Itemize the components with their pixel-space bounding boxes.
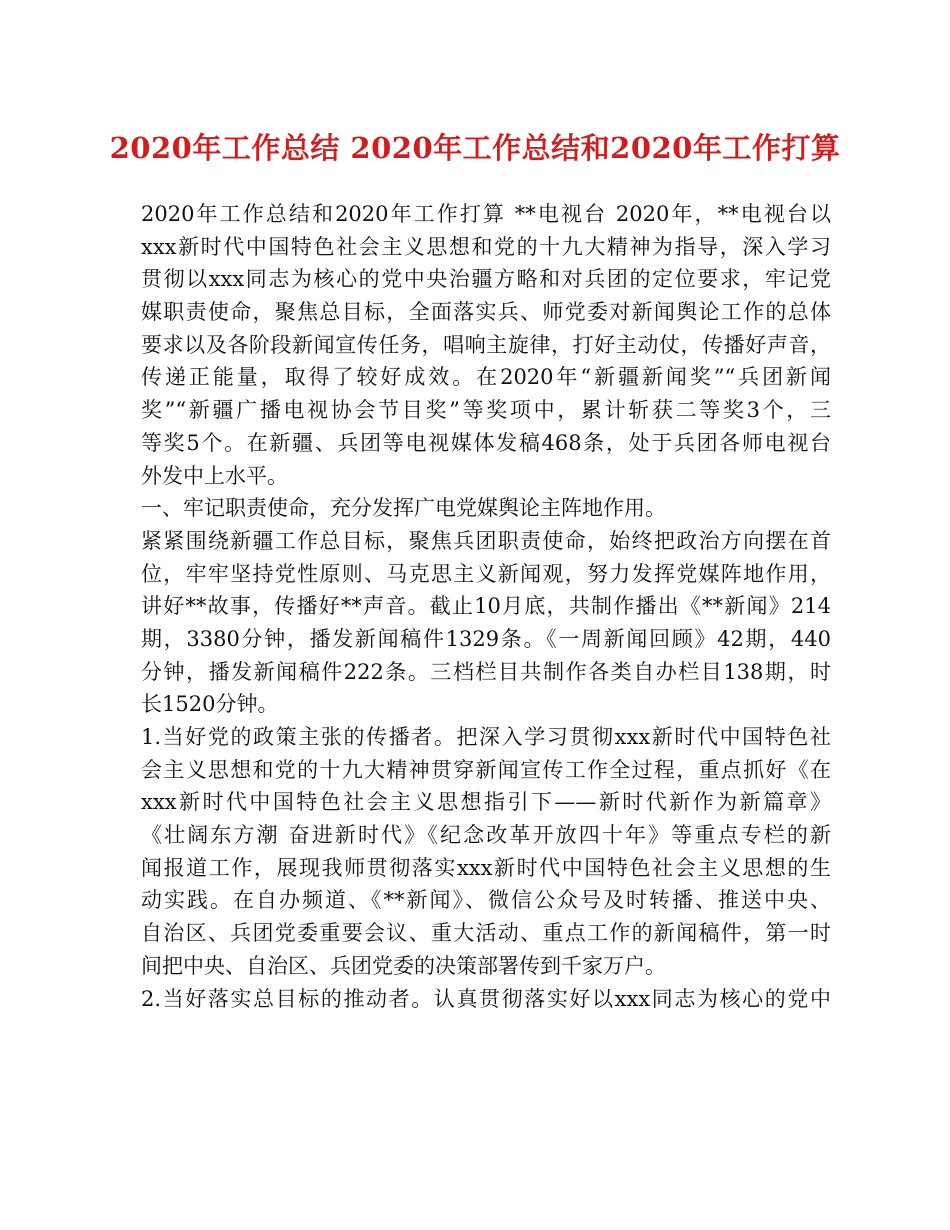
paragraph-line: 自治区、兵团党委重要会议、重大活动、重点工作的新闻稿件，第一时	[141, 921, 831, 946]
paragraph-line: 紧紧围绕新疆工作总目标，聚焦兵团职责使命，始终把政治方向摆在首	[141, 528, 831, 553]
paragraph-line: 1.当好党的政策主张的传播者。把深入学习贯彻xxx新时代中国特色社	[141, 725, 831, 749]
paragraph-line: xxx新时代中国特色社会主义思想指引下——新时代新作为新篇章》	[141, 790, 831, 815]
paragraph-line: 位，牢牢坚持党性原则、马克思主义新闻观，努力发挥党媒阵地作用，	[141, 561, 831, 586]
paragraph-line: 2.当好落实总目标的推动者。认真贯彻落实好以xxx同志为核心的党中	[141, 986, 831, 1011]
paragraph-line: 传递正能量，取得了较好成效。在2020年“新疆新闻奖”“兵团新闻	[141, 365, 831, 390]
document-title: 2020年工作总结 2020年工作总结和2020年工作打算	[109, 131, 841, 165]
paragraph-line: 分钟，播发新闻稿件222条。三档栏目共制作各类自办栏目138期，时	[141, 659, 831, 684]
paragraph-line: 《壮阔东方潮 奋进新时代》《纪念改革开放四十年》等重点专栏的新	[141, 823, 831, 848]
paragraph-line: 会主义思想和党的十九大精神贯穿新闻宣传工作全过程，重点抓好《在	[141, 757, 831, 782]
paragraph-line: 期，3380分钟，播发新闻稿件1329条。《一周新闻回顾》42期，440	[141, 626, 831, 651]
paragraph-line: 动实践。在自办频道、《**新闻》、微信公众号及时转播、推送中央、	[141, 888, 831, 913]
paragraph-line: 贯彻以xxx同志为核心的党中央治疆方略和对兵团的定位要求，牢记党	[141, 267, 831, 292]
paragraph-line: 长1520分钟。	[141, 692, 279, 717]
paragraph-line: 2020年工作总结和2020年工作打算 **电视台 2020年，**电视台以	[141, 202, 831, 226]
paragraph-line: 闻报道工作，展现我师贯彻落实xxx新时代中国特色社会主义思想的生	[141, 855, 831, 880]
paragraph-line: 间把中央、自治区、兵团党委的决策部署传到千家万户。	[141, 953, 666, 978]
document-body	[141, 198, 831, 1015]
paragraph-line: 等奖5个。在新疆、兵团等电视媒体发稿468条，处于兵团各师电视台	[141, 430, 831, 455]
paragraph-line: 讲好**故事，传播好**声音。截止10月底，共制作播出《**新闻》214	[141, 594, 831, 619]
paragraph-line: 外发中上水平。	[141, 463, 288, 488]
paragraph-line: 媒职责使命，聚焦总目标，全面落实兵、师党委对新闻舆论工作的总体	[141, 300, 831, 325]
paragraph-line: xxx新时代中国特色社会主义思想和党的十九大精神为指导，深入学习	[141, 234, 831, 259]
paragraph-line: 奖”“新疆广播电视协会节目奖”等奖项中，累计斩获二等奖3个，三	[141, 398, 831, 423]
section-heading: 一、牢记职责使命，充分发挥广电党媒舆论主阵地作用。	[141, 496, 666, 521]
paragraph-line: 要求以及各阶段新闻宣传任务，唱响主旋律，打好主动仗，传播好声音，	[141, 332, 831, 357]
